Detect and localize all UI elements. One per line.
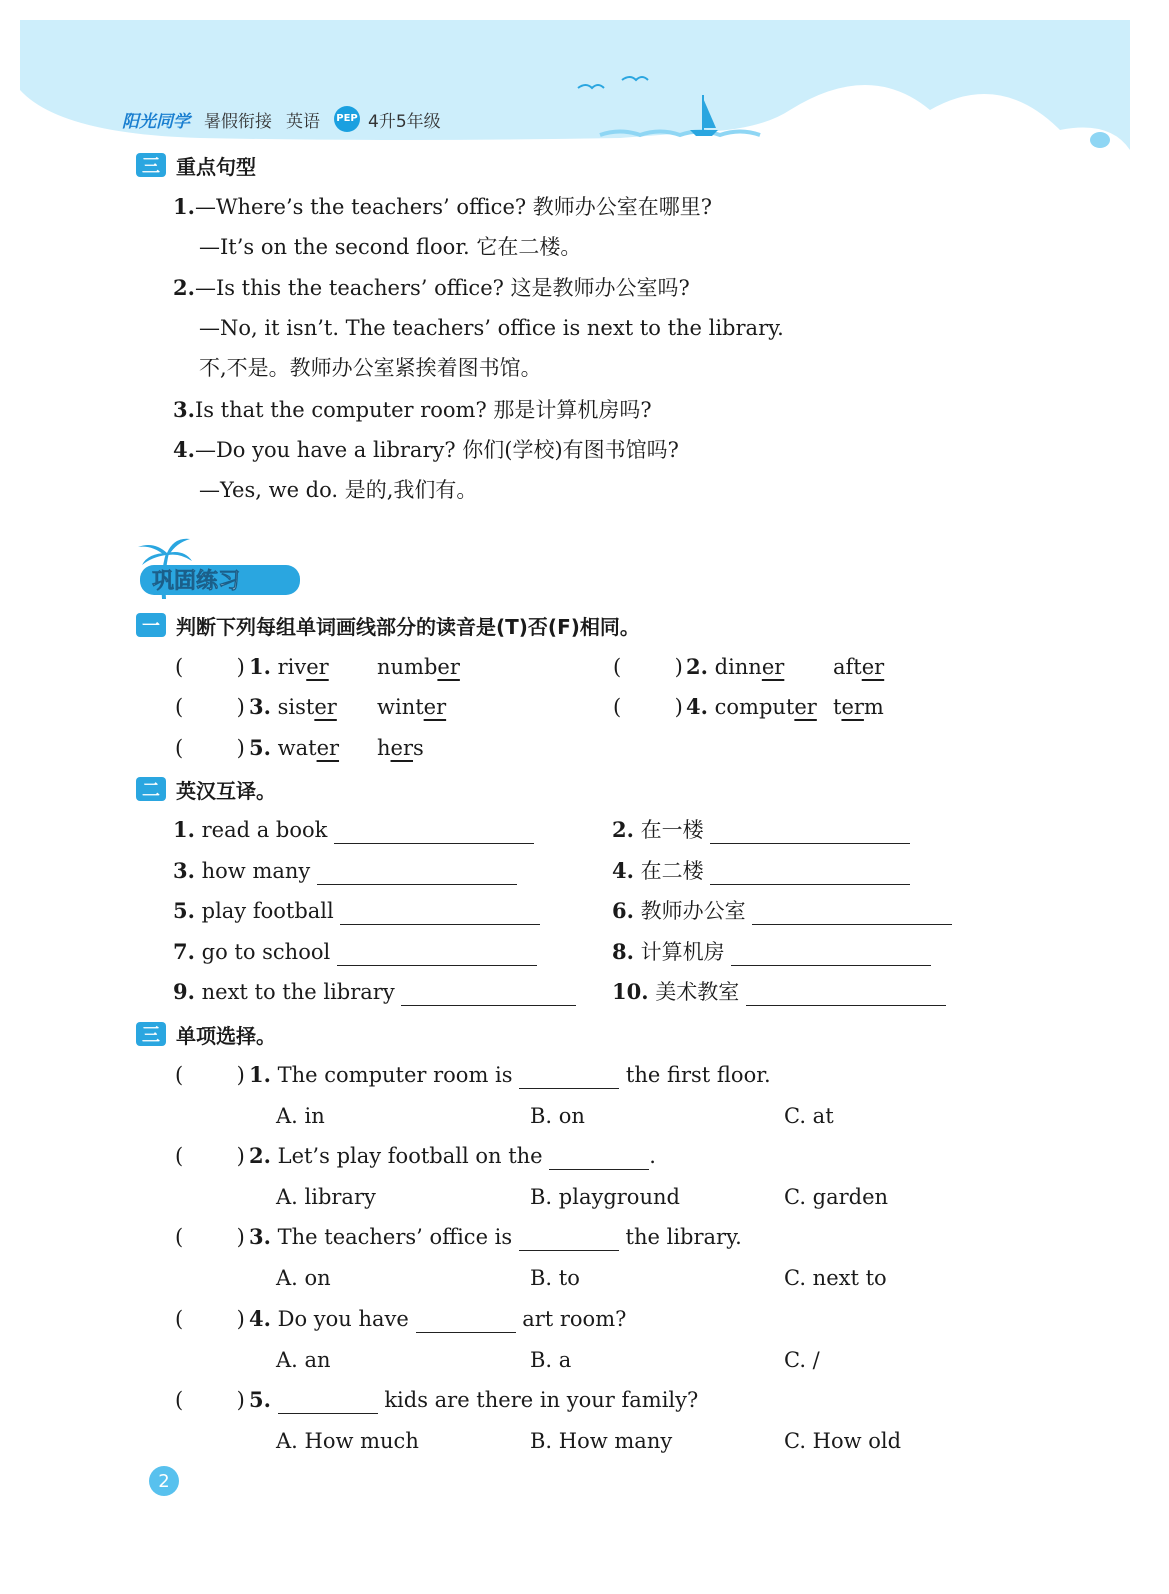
- option-b[interactable]: B. to: [530, 1266, 580, 1290]
- answer-paren[interactable]: ( ): [175, 1307, 245, 1331]
- answer-blank[interactable]: [549, 1147, 649, 1170]
- translation-item: 8. 计算机房: [612, 938, 931, 966]
- translation-item: 10. 美术教室: [612, 978, 946, 1006]
- section-number-box: 三: [136, 1022, 166, 1046]
- section-title: 英汉互译。: [176, 778, 276, 803]
- answer-blank[interactable]: [337, 943, 537, 966]
- option-c[interactable]: C. garden: [784, 1185, 889, 1209]
- part1-heading: [136, 611, 640, 639]
- answer-paren[interactable]: ( ): [613, 695, 683, 719]
- translation-item: 6. 教师办公室: [612, 897, 952, 925]
- answer-blank[interactable]: [416, 1310, 516, 1333]
- option-a[interactable]: A. on: [276, 1266, 331, 1290]
- answer-blank[interactable]: [519, 1066, 619, 1089]
- translation-item: 5. play football: [173, 897, 540, 925]
- phonics-item: 4. computer: [686, 694, 817, 719]
- option-a[interactable]: A. in: [276, 1104, 325, 1128]
- practice-title-banner: [134, 533, 314, 601]
- option-c[interactable]: C. at: [784, 1104, 834, 1128]
- translation-item: 3. how many: [173, 857, 517, 885]
- option-b[interactable]: B. playground: [530, 1185, 680, 1209]
- answer-paren[interactable]: ( ): [175, 1388, 245, 1412]
- sentence-line: 3.Is that the computer room? 那是计算机房吗?: [173, 397, 652, 422]
- phonics-item: 2. dinner: [686, 654, 785, 679]
- section-title: 判断下列每组单词画线部分的读音是(T)否(F)相同。: [176, 614, 640, 639]
- answer-blank[interactable]: [731, 943, 931, 966]
- option-b[interactable]: B. a: [530, 1348, 572, 1372]
- subject-label: 英语: [286, 111, 320, 132]
- answer-paren[interactable]: ( ): [175, 1144, 245, 1168]
- translation-item: 9. next to the library: [173, 978, 576, 1006]
- answer-blank[interactable]: [340, 902, 540, 925]
- section-number-box: 三: [136, 153, 166, 177]
- answer-blank[interactable]: [334, 821, 534, 844]
- answer-paren[interactable]: ( ): [613, 655, 683, 679]
- sentence-line: 1.—Where’s the teachers’ office? 教师办公室在哪里?: [173, 194, 713, 219]
- section-title: 重点句型: [176, 154, 256, 179]
- phonics-item: 1. river: [249, 654, 329, 679]
- answer-blank[interactable]: [710, 821, 910, 844]
- part3-heading: [136, 1020, 276, 1048]
- option-b[interactable]: B. on: [530, 1104, 585, 1128]
- answer-blank[interactable]: [519, 1228, 619, 1251]
- answer-paren[interactable]: ( ): [175, 736, 245, 760]
- phonics-word: hers: [377, 736, 424, 760]
- sentence-line: 不,不是。教师办公室紧挨着图书馆。: [199, 356, 542, 380]
- translation-item: 4. 在二楼: [612, 857, 910, 885]
- answer-blank[interactable]: [746, 983, 946, 1006]
- option-a[interactable]: A. an: [276, 1348, 331, 1372]
- page-number: 2: [149, 1466, 179, 1496]
- choice-question: 2. Let’s play football on the .: [249, 1143, 656, 1168]
- answer-blank[interactable]: [752, 902, 952, 925]
- sentence-line: —It’s on the second floor. 它在二楼。: [199, 235, 582, 259]
- translation-item: 2. 在一楼: [612, 816, 910, 844]
- translation-item: 7. go to school: [173, 938, 537, 966]
- phonics-item: 3. sister: [249, 694, 337, 719]
- sentence-line: —No, it isn’t. The teachers’ office is next to the library.: [199, 316, 784, 340]
- phonics-word: term: [833, 695, 884, 719]
- option-c[interactable]: C. /: [784, 1348, 820, 1372]
- phonics-word: number: [377, 655, 460, 679]
- phonics-item: 5. water: [249, 735, 340, 760]
- answer-paren[interactable]: ( ): [175, 695, 245, 719]
- part2-heading: [136, 775, 276, 803]
- answer-paren[interactable]: ( ): [175, 1225, 245, 1249]
- header-info: [122, 104, 441, 134]
- sentence-line: 2.—Is this the teachers’ office? 这是教师办公室吗?: [173, 275, 690, 300]
- choice-question: 1. The computer room is the first floor.: [249, 1062, 771, 1087]
- practice-title-text: 巩固练习: [152, 569, 241, 594]
- option-c[interactable]: C. next to: [784, 1266, 887, 1290]
- answer-blank[interactable]: [278, 1391, 378, 1414]
- option-a[interactable]: A. How much: [276, 1429, 419, 1453]
- choice-question: 3. The teachers’ office is the library.: [249, 1224, 742, 1249]
- sentence-line: 4.—Do you have a library? 你们(学校)有图书馆吗?: [173, 437, 679, 462]
- phonics-word: winter: [377, 695, 447, 719]
- answer-blank[interactable]: [401, 983, 576, 1006]
- choice-question: 5. kids are there in your family?: [249, 1387, 699, 1412]
- brand-logo: 阳光同学: [122, 111, 190, 132]
- translation-item: 1. read a book: [173, 816, 534, 844]
- choice-question: 4. Do you have art room?: [249, 1306, 627, 1331]
- edition-badge: PEP: [334, 106, 360, 132]
- answer-blank[interactable]: [710, 862, 910, 885]
- answer-paren[interactable]: ( ): [175, 1063, 245, 1087]
- option-c[interactable]: C. How old: [784, 1429, 902, 1453]
- answer-paren[interactable]: ( ): [175, 655, 245, 679]
- option-a[interactable]: A. library: [276, 1185, 376, 1209]
- key-sentences-heading: [136, 151, 256, 179]
- section-number-box: 二: [136, 777, 166, 801]
- phonics-word: after: [833, 655, 885, 679]
- series-label: 暑假衔接: [204, 111, 272, 132]
- section-number-box: 一: [136, 613, 166, 637]
- sentence-line: —Yes, we do. 是的,我们有。: [199, 478, 478, 502]
- section-title: 单项选择。: [176, 1023, 276, 1048]
- grade-label: 4升5年级: [368, 111, 441, 132]
- option-b[interactable]: B. How many: [530, 1429, 673, 1453]
- answer-blank[interactable]: [317, 862, 517, 885]
